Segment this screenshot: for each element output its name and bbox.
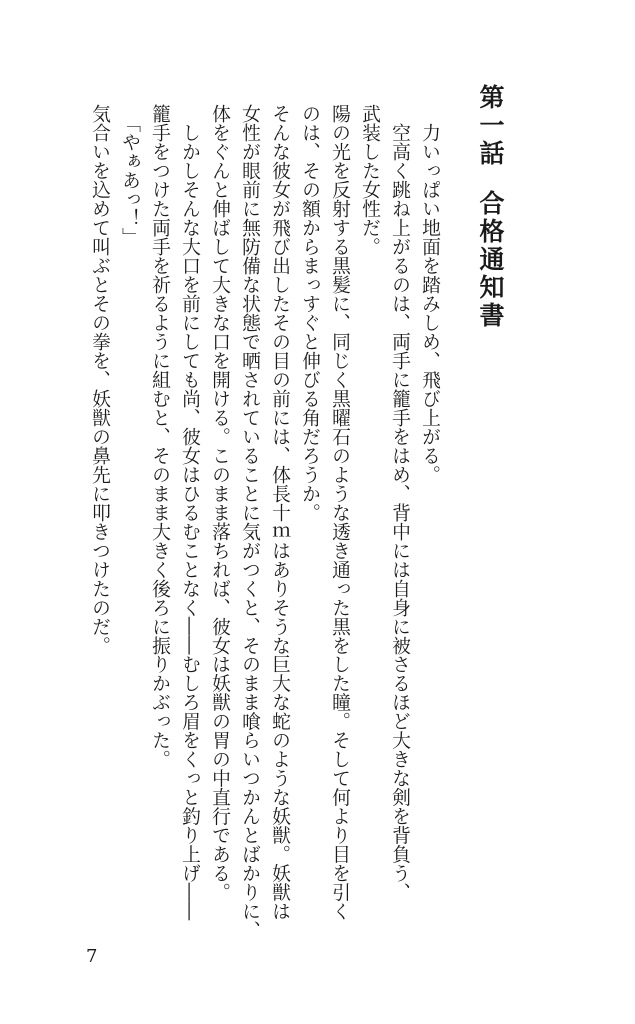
- page-number: 7: [86, 946, 98, 967]
- text-line: 体をぐんと伸ばして大きな口を開ける。このまま落ちれば、彼女は妖獣の胃の中直行である。: [209, 104, 230, 902]
- text-line: のは、その額からまっすぐと伸びる角だろうか。: [299, 104, 320, 522]
- text-line: そんな彼女が飛び出したその目の前には、体長十ｍはありそうな巨大な蛇のような妖獣。妖獣は: [269, 104, 290, 921]
- chapter-title-text: 合格通知書: [476, 190, 505, 330]
- text-line: 力いっぱい地面を踏みしめ、飛び上がる。: [419, 104, 440, 484]
- chapter-heading: [474, 84, 508, 330]
- body-text: [89, 104, 444, 964]
- text-line: 武装した女性だ。: [359, 104, 380, 256]
- text-line: 空高く跳ね上がるのは、両手に籠手をはめ、背中には自身に被さるほど大きな剣を背負う、: [389, 104, 410, 902]
- text-line: 籠手をつけた両手を祈るように組むと、そのまま大きく後ろに振りかぶった。: [149, 104, 170, 769]
- chapter-number: 第一話: [476, 84, 505, 168]
- text-line: しかしそんな大口を前にしても尚、彼女はひるむことなく――むしろ眉をくっと釣り上げ――: [179, 104, 200, 921]
- text-line: 女性が眼前に無防備な状態で晒されていることに気がつくと、そのまま喰らいつかんとばかりに、: [239, 104, 260, 940]
- text-line: 「やぁあっ！」: [119, 104, 140, 247]
- text-line: 気合いを込めて叫ぶとその拳を、妖獣の鼻先に叩きつけたのだ。: [89, 104, 110, 655]
- text-line: 陽の光を反射する黒髪に、同じく黒曜石のような透き通った黒をした瞳。そして何より目を引く: [329, 104, 350, 921]
